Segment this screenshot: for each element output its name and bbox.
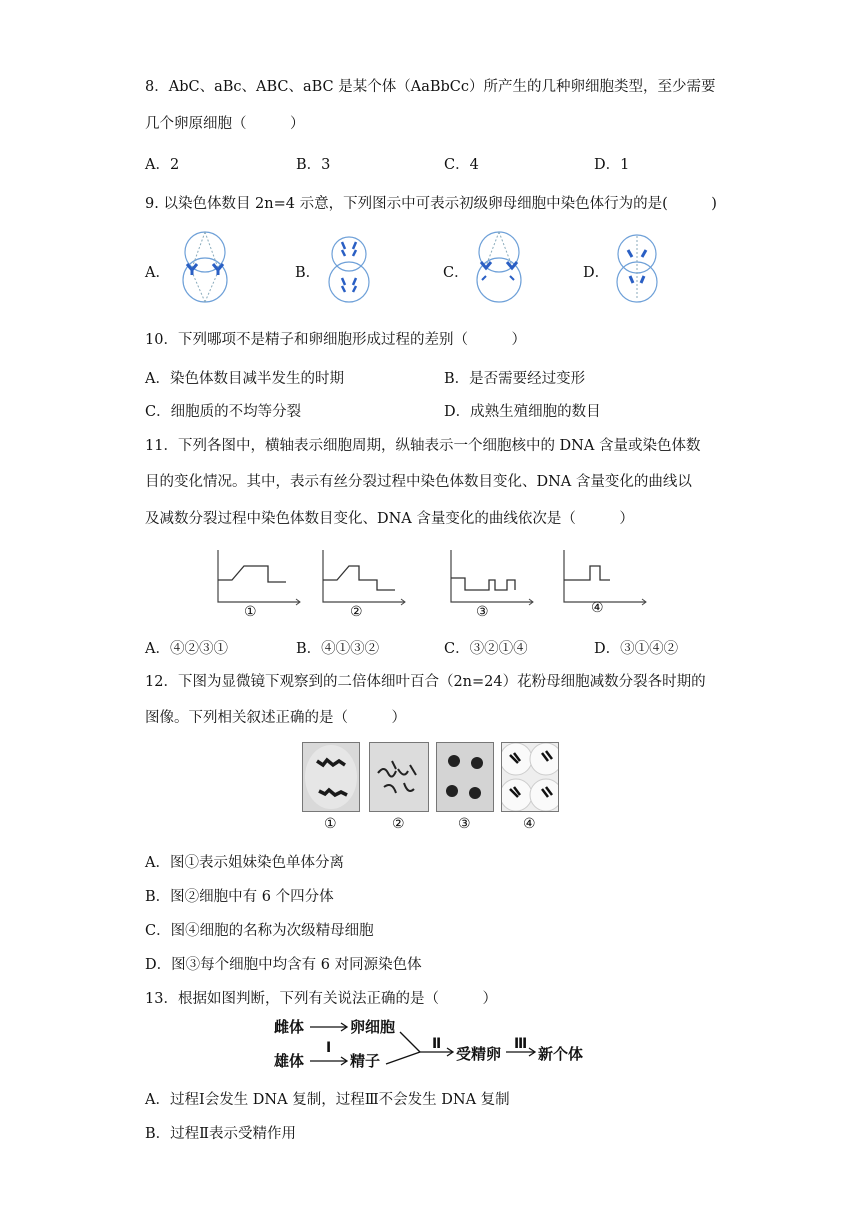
q9-cell-figure-c bbox=[466, 226, 532, 304]
q12-stem-line1: 12．下图为显微镜下观察到的二倍体细叶百合（2n=24）花粉母细胞减数分裂各时期的 bbox=[145, 674, 706, 690]
q13-option-a: A．过程Ⅰ会发生 DNA 复制，过程Ⅲ不会发生 DNA 复制 bbox=[145, 1092, 510, 1108]
q13-label-egg: 卵细胞 bbox=[350, 1018, 396, 1036]
q12-micrograph-3 bbox=[436, 742, 494, 812]
q12-micrograph-2 bbox=[369, 742, 429, 812]
q12-micrograph-1-label: ① bbox=[324, 816, 337, 832]
q12-option-a: A．图①表示姐妹染色单体分离 bbox=[145, 855, 344, 871]
q13-label-sperm: 精子 bbox=[350, 1052, 381, 1070]
q8-option-d: D．1 bbox=[594, 157, 630, 173]
q13-label-new-individual: 新个体 bbox=[538, 1045, 584, 1063]
q11-graph-3-label: ③ bbox=[476, 604, 489, 620]
q12-micrograph-1 bbox=[302, 742, 360, 812]
q10-option-b: B．是否需要经过变形 bbox=[444, 371, 586, 387]
q12-micrograph-3-label: ③ bbox=[458, 816, 471, 832]
q12-micrograph-2-label: ② bbox=[392, 816, 405, 832]
q10-option-a: A．染色体数目减半发生的时期 bbox=[145, 371, 344, 387]
q9-label-b: B． bbox=[295, 265, 321, 281]
q11-graph-2-label: ② bbox=[350, 604, 363, 620]
q11-graph-4-label: ④ bbox=[591, 600, 604, 616]
q13-label-process-1: Ⅰ bbox=[326, 1040, 332, 1056]
q12-stem-line2: 图像。下列相关叙述正确的是（ ） bbox=[145, 710, 406, 726]
q9-label-c: C． bbox=[443, 265, 469, 281]
q11-graph-1-label: ① bbox=[244, 604, 257, 620]
q9-label-d: D． bbox=[583, 265, 610, 281]
q11-option-a: A．④②③① bbox=[145, 641, 228, 657]
q8-stem-line2: 几个卵原细胞（ ） bbox=[145, 116, 305, 132]
q13-label-process-2: Ⅱ bbox=[432, 1036, 442, 1052]
q8-option-a: A．2 bbox=[145, 157, 180, 173]
q12-option-d: D．图③每个细胞中均含有 6 对同源染色体 bbox=[145, 957, 422, 973]
q11-graph-1 bbox=[210, 550, 304, 626]
q11-stem-line3: 及减数分裂过程中染色体数目变化、DNA 含量变化的曲线依次是（ ） bbox=[145, 511, 634, 527]
q11-stem-line1: 11．下列各图中，横轴表示细胞周期，纵轴表示一个细胞核中的 DNA 含量或染色体数 bbox=[145, 438, 701, 454]
q11-graph-3 bbox=[443, 550, 537, 626]
q8-option-b: B．3 bbox=[296, 157, 331, 173]
q11-stem-line2: 目的变化情况。其中，表示有丝分裂过程中染色体数目变化、DNA 含量变化的曲线以 bbox=[145, 474, 692, 490]
q13-label-process-3: Ⅲ bbox=[514, 1036, 528, 1052]
q9-cell-figure-b bbox=[318, 232, 380, 304]
q13-label-male: 雄体 bbox=[274, 1052, 305, 1070]
q10-option-d: D．成熟生殖细胞的数目 bbox=[444, 404, 601, 420]
q12-micrograph-4-label: ④ bbox=[523, 816, 536, 832]
q10-option-c: C．细胞质的不均等分裂 bbox=[145, 404, 302, 420]
q9-cell-figure-a bbox=[170, 226, 240, 304]
q8-stem-line1: 8．AbC、aBc、ABC、aBC 是某个体（AaBbCc）所产生的几种卵细胞类型，至少需要 bbox=[145, 79, 716, 95]
q13-label-zygote: 受精卵 bbox=[456, 1045, 502, 1063]
q11-option-c: C．③②①④ bbox=[444, 641, 528, 657]
q9-cell-figure-d bbox=[606, 230, 668, 304]
q13-flow-diagram bbox=[270, 1012, 600, 1078]
q13-stem: 13．根据如图判断，下列有关说法正确的是（ ） bbox=[145, 991, 497, 1007]
q12-micrograph-4 bbox=[501, 742, 559, 812]
q8-option-c: C．4 bbox=[444, 157, 479, 173]
q11-option-b: B．④①③② bbox=[296, 641, 380, 657]
q11-option-d: D．③①④② bbox=[594, 641, 679, 657]
q12-option-b: B．图②细胞中有 6 个四分体 bbox=[145, 889, 334, 905]
q9-stem: 9. 以染色体数目 2n=4 示意，下列图示中可表示初级卵母细胞中染色体行为的是( ) bbox=[145, 196, 717, 212]
q13-option-b: B．过程Ⅱ表示受精作用 bbox=[145, 1126, 297, 1142]
q10-stem: 10．下列哪项不是精子和卵细胞形成过程的差别（ ） bbox=[145, 332, 526, 348]
q13-label-female: 雌体 bbox=[274, 1018, 305, 1036]
q12-option-c: C．图④细胞的名称为次级精母细胞 bbox=[145, 923, 374, 939]
q9-label-a: A． bbox=[145, 265, 170, 281]
